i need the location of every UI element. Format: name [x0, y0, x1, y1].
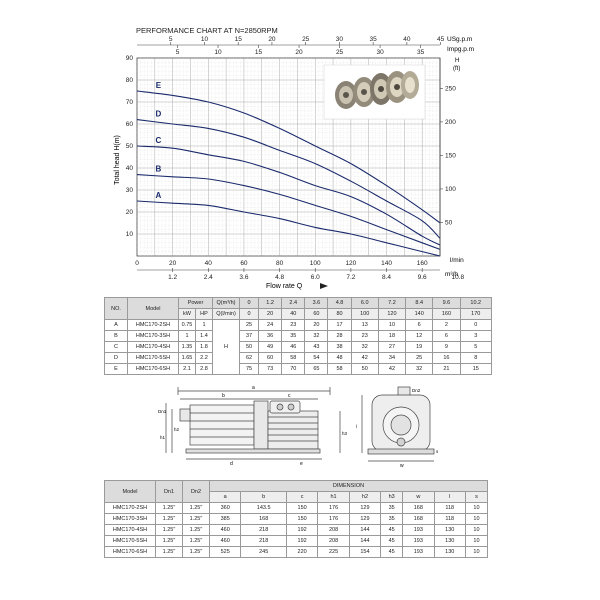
dim-value-cell: 45: [381, 547, 403, 558]
dim-value-cell: 129: [349, 503, 380, 514]
dim-col-header: h1: [318, 492, 349, 503]
y-tick-label: 90: [125, 55, 133, 63]
dim-label-c: c: [288, 393, 291, 399]
dim-value-cell: 385: [210, 514, 241, 525]
perf-table-row: [105, 320, 492, 331]
q-m3h-value: 2.4: [282, 298, 305, 309]
x-axis-label: Flow rate Q: [266, 283, 303, 290]
curve-label-b: B: [155, 164, 162, 174]
perf-head-value-cell: 65: [305, 364, 328, 375]
perf-h-label-cell: H: [213, 320, 240, 375]
dim-table-row: [105, 503, 488, 514]
perf-head-value-cell: 18: [378, 331, 405, 342]
hp-header: HP: [196, 309, 213, 320]
perf-head-value-cell: 28: [328, 331, 351, 342]
q-m3h-value: 9.6: [433, 298, 460, 309]
impgpm-unit-label: Impg.p.m: [447, 46, 475, 53]
curve-label-d: D: [155, 109, 162, 119]
m3h-tick-label: 3.6: [239, 274, 249, 281]
q-lmin-value: 60: [305, 309, 328, 320]
dim-dn1-cell: 1.25": [156, 503, 183, 514]
y-tick-label: 60: [125, 121, 133, 129]
m3h-tick-label: 1.2: [168, 274, 178, 281]
curve-label-a: A: [155, 191, 162, 200]
dim-value-cell: 144: [349, 536, 380, 547]
dim-model-cell: HMC170-5SH: [105, 536, 156, 547]
perf-table-row: [105, 342, 492, 353]
perf-head-value-cell: 21: [433, 364, 460, 375]
usgpm-tick-label: 20: [268, 36, 276, 43]
q-m3h-value: 10.2: [460, 298, 491, 309]
dim-value-cell: 130: [434, 536, 465, 547]
q-m3h-value: 8.4: [406, 298, 433, 309]
perf-head-value-cell: 23: [282, 320, 305, 331]
perf-head-value-cell: 25: [406, 353, 433, 364]
perf-head-value-cell: 8: [460, 353, 491, 364]
q-m3h-value: 6.0: [351, 298, 378, 309]
dim-dn1-cell: 1.25": [156, 536, 183, 547]
performance-chart: [0, 0, 600, 295]
perf-head-value-cell: 24: [259, 320, 282, 331]
perf-head-value-cell: 62: [240, 353, 259, 364]
m3h-tick-label: 9.6: [417, 274, 427, 281]
dim-col-header: s: [465, 492, 487, 503]
dim-value-cell: 129: [349, 514, 380, 525]
usgpm-tick-label: 10: [200, 36, 209, 43]
perf-kw-cell: 1.35: [179, 342, 196, 353]
dim-label-e: e: [300, 461, 303, 467]
perf-head-value-cell: 16: [433, 353, 460, 364]
y-tick-label: 10: [125, 231, 133, 239]
dim-value-cell: 144: [349, 525, 380, 536]
dim-value-cell: 193: [403, 547, 434, 558]
dim-value-cell: 45: [381, 536, 403, 547]
q-lmin-value: 0: [240, 309, 259, 320]
perf-no-cell: D: [105, 353, 128, 364]
m3h-unit-label: m³/h: [445, 271, 458, 278]
dim-value-cell: 130: [434, 525, 465, 536]
perf-head-value-cell: 0: [460, 320, 491, 331]
dim-label-dn2: Dn2: [412, 388, 421, 393]
perf-head-value-cell: 6: [406, 320, 433, 331]
dim-label-s: s: [436, 449, 439, 454]
dim-value-cell: 168: [241, 514, 287, 525]
dim-model-cell: HMC170-6SH: [105, 547, 156, 558]
ft-tick-label: 100: [445, 186, 456, 194]
curve-label-e: E: [155, 81, 162, 90]
dim-value-cell: 35: [381, 503, 403, 514]
dim-value-cell: 525: [210, 547, 241, 558]
dim-table-row: [105, 547, 488, 558]
ft-tick-label: 200: [445, 119, 456, 127]
x-tick-label: 40: [204, 260, 212, 267]
dim-col-header: h3: [381, 492, 403, 503]
perf-head-value-cell: 46: [282, 342, 305, 353]
dim-label-w: w: [400, 463, 404, 469]
dim-value-cell: 45: [381, 525, 403, 536]
y-tick-label: 80: [125, 77, 133, 85]
x-tick-label: 140: [381, 260, 392, 267]
dim-value-cell: 193: [403, 525, 434, 536]
dim-value-cell: 460: [210, 525, 241, 536]
dimension-table-body: [105, 503, 488, 558]
x-tick-label: 0: [135, 260, 139, 267]
dim-model-cell: HMC170-4SH: [105, 525, 156, 536]
perf-head-value-cell: 54: [305, 353, 328, 364]
dim-col-header: c: [286, 492, 317, 503]
dim-value-cell: 10: [465, 536, 487, 547]
perf-head-value-cell: 20: [305, 320, 328, 331]
perf-table-row: [105, 331, 492, 342]
pump-side-view: [166, 387, 340, 459]
m3h-tick-label: 7.2: [346, 274, 356, 281]
dim-value-cell: 245: [241, 547, 287, 558]
y-tick-label: 40: [125, 165, 133, 173]
perf-model-cell: HMC170-4SH: [128, 342, 179, 353]
dim-dn2-cell: 1.25": [183, 536, 210, 547]
x-axis-arrow-icon: [320, 283, 328, 289]
impgpm-tick-label: 35: [416, 49, 425, 56]
q-lmin-value: 40: [282, 309, 305, 320]
perf-no-cell: B: [105, 331, 128, 342]
dim-table-row: [105, 514, 488, 525]
x-tick-label: 120: [345, 260, 357, 267]
impgpm-tick-label: 20: [295, 49, 303, 56]
dim-dn2-cell: 1.25": [183, 547, 210, 558]
q-lmin-value: 170: [460, 309, 491, 320]
perf-kw-cell: 2.1: [179, 364, 196, 375]
chart-title: PERFORMANCE CHART AT N=2850RPM: [136, 26, 278, 35]
dim-value-cell: 154: [349, 547, 380, 558]
perf-head-value-cell: 13: [351, 320, 378, 331]
q-m3h-value: 0: [240, 298, 259, 309]
perf-kw-cell: 1.65: [179, 353, 196, 364]
perf-table-row: [105, 364, 492, 375]
perf-head-value-cell: 32: [406, 364, 433, 375]
perf-model-cell: HMC170-3SH: [128, 331, 179, 342]
q-lmin-value: 80: [328, 309, 351, 320]
perf-head-value-cell: 36: [259, 331, 282, 342]
dim-value-cell: 130: [434, 547, 465, 558]
dim-value-cell: 208: [318, 525, 349, 536]
ft-tick-label: 150: [445, 152, 456, 160]
perf-no-cell: A: [105, 320, 128, 331]
m3h-tick-label: 8.4: [382, 274, 392, 281]
perf-head-value-cell: 49: [259, 342, 282, 353]
q-m3h-label: Q(m³/h): [213, 298, 240, 309]
perf-head-value-cell: 35: [282, 331, 305, 342]
y-axis-label: Total head H(m): [114, 135, 121, 185]
perf-head-value-cell: 42: [378, 364, 405, 375]
dim-value-cell: 218: [241, 525, 287, 536]
perf-model-cell: HMC170-6SH: [128, 364, 179, 375]
dim-model-cell: HMC170-2SH: [105, 503, 156, 514]
dim-label-h2: h2: [174, 427, 180, 432]
perf-head-value-cell: 43: [305, 342, 328, 353]
perf-hp-cell: 2.2: [196, 353, 213, 364]
dim-col-header: h2: [349, 492, 380, 503]
perf-model-cell: HMC170-2SH: [128, 320, 179, 331]
perf-head-value-cell: 9: [433, 342, 460, 353]
performance-table-body: [105, 320, 492, 375]
dn1-header: Dn1: [156, 481, 183, 503]
y-tick-label: 50: [125, 143, 133, 151]
perf-head-value-cell: 38: [328, 342, 351, 353]
dim-value-cell: 10: [465, 547, 487, 558]
dim-value-cell: 35: [381, 514, 403, 525]
dim-model-header: Model: [105, 481, 156, 503]
m3h-tick-label: 10.8: [451, 274, 465, 281]
usgpm-tick-label: 15: [234, 36, 242, 43]
kw-header: kW: [179, 309, 196, 320]
x-tick-label: 160: [416, 260, 428, 267]
usgpm-unit-label: USg.p.m: [447, 36, 473, 43]
dim-value-cell: 360: [210, 503, 241, 514]
q-lmin-value: 120: [378, 309, 405, 320]
q-lmin-value: 20: [259, 309, 282, 320]
perf-head-value-cell: 2: [433, 320, 460, 331]
dim-table-row: [105, 525, 488, 536]
impgpm-tick-label: 15: [254, 49, 263, 56]
dim-dn1-cell: 1.25": [156, 514, 183, 525]
dim-col-header: a: [210, 492, 241, 503]
impgpm-tick-label: 5: [175, 49, 180, 56]
q-m3h-value: 7.2: [378, 298, 405, 309]
ft-tick-label: 50: [445, 219, 453, 227]
dim-value-cell: 168: [403, 503, 434, 514]
dim-table-row: [105, 536, 488, 547]
y-tick-label: 20: [125, 209, 133, 217]
perf-head-value-cell: 48: [328, 353, 351, 364]
perf-head-value-cell: 12: [406, 331, 433, 342]
perf-kw-cell: 0.75: [179, 320, 196, 331]
perf-head-value-cell: 19: [406, 342, 433, 353]
perf-head-value-cell: 32: [305, 331, 328, 342]
dim-col-header: w: [403, 492, 434, 503]
dim-value-cell: 208: [318, 536, 349, 547]
usgpm-tick-label: 25: [302, 36, 310, 43]
perf-head-value-cell: 10: [378, 320, 405, 331]
dim-value-cell: 150: [286, 514, 317, 525]
perf-hp-cell: 2.8: [196, 364, 213, 375]
dim-model-cell: HMC170-3SH: [105, 514, 156, 525]
perf-kw-cell: 1: [179, 331, 196, 342]
perf-head-value-cell: 15: [460, 364, 491, 375]
dim-value-cell: 10: [465, 525, 487, 536]
perf-head-value-cell: 17: [328, 320, 351, 331]
dim-value-cell: 192: [286, 536, 317, 547]
dim-label-a: a: [252, 385, 255, 391]
dim-dn1-cell: 1.25": [156, 525, 183, 536]
perf-head-value-cell: 37: [240, 331, 259, 342]
dim-value-cell: 143.5: [241, 503, 287, 514]
impgpm-tick-label: 10: [214, 49, 222, 56]
q-m3h-value: 3.6: [305, 298, 328, 309]
perf-no-cell: E: [105, 364, 128, 375]
perf-head-value-cell: 75: [240, 364, 259, 375]
dim-value-cell: 176: [318, 503, 349, 514]
dim-value-cell: 118: [434, 503, 465, 514]
m3h-tick-label: 2.4: [203, 274, 213, 281]
pump-dimension-drawing: [0, 383, 600, 473]
ft-unit-label-ft: (ft): [453, 66, 461, 72]
perf-head-value-cell: 27: [378, 342, 405, 353]
dim-dn2-cell: 1.25": [183, 514, 210, 525]
dim-dn2-cell: 1.25": [183, 503, 210, 514]
perf-head-value-cell: 60: [259, 353, 282, 364]
curve-label-c: C: [155, 136, 162, 145]
perf-head-value-cell: 25: [240, 320, 259, 331]
lmin-unit-label: l/min: [450, 257, 464, 264]
perf-head-value-cell: 50: [351, 364, 378, 375]
dim-value-cell: 118: [434, 514, 465, 525]
dim-label-h1: h1: [160, 435, 166, 440]
dim-value-cell: 150: [286, 503, 317, 514]
pump-front-view: [362, 387, 434, 461]
perf-head-value-cell: 32: [351, 342, 378, 353]
perf-head-value-cell: 6: [433, 331, 460, 342]
m3h-tick-label: 6.0: [310, 274, 320, 281]
dim-label-b: b: [222, 393, 225, 399]
dim-value-cell: 10: [465, 503, 487, 514]
q-lmin-value: 160: [433, 309, 460, 320]
perf-hp-cell: 1.8: [196, 342, 213, 353]
dim-dn1-cell: 1.25": [156, 547, 183, 558]
perf-head-value-cell: 50: [240, 342, 259, 353]
q-lmin-label: Q(l/min): [213, 309, 240, 320]
ft-unit-label-h: H: [455, 58, 460, 64]
power-header: Power: [179, 298, 213, 309]
y-tick-label: 30: [125, 187, 133, 195]
x-tick-label: 20: [169, 260, 177, 267]
dim-value-cell: 225: [318, 547, 349, 558]
dim-value-cell: 168: [403, 514, 434, 525]
dim-label-h3: h3: [342, 431, 348, 436]
no-header: NO.: [105, 298, 128, 320]
dim-col-header: b: [241, 492, 287, 503]
impgpm-tick-label: 30: [376, 49, 384, 56]
dim-label-d: d: [230, 461, 233, 467]
usgpm-tick-label: 5: [168, 36, 173, 43]
q-lmin-value: 140: [406, 309, 433, 320]
dim-col-header: l: [434, 492, 465, 503]
dimension-header: DIMENSION: [210, 481, 488, 492]
perf-model-cell: HMC170-5SH: [128, 353, 179, 364]
perf-head-value-cell: 58: [282, 353, 305, 364]
perf-head-value-cell: 73: [259, 364, 282, 375]
perf-hp-cell: 1: [196, 320, 213, 331]
y-tick-label: 70: [125, 99, 133, 107]
perf-head-value-cell: 34: [378, 353, 405, 364]
q-m3h-value: 4.8: [328, 298, 351, 309]
usgpm-tick-label: 30: [335, 36, 344, 43]
dim-value-cell: 218: [241, 536, 287, 547]
perf-head-value-cell: 23: [351, 331, 378, 342]
q-lmin-value: 100: [351, 309, 378, 320]
perf-head-value-cell: 58: [328, 364, 351, 375]
x-tick-label: 60: [240, 260, 248, 267]
perf-head-value-cell: 5: [460, 342, 491, 353]
performance-table: [104, 297, 492, 375]
q-m3h-value: 1.2: [259, 298, 282, 309]
usgpm-tick-label: 35: [369, 36, 377, 43]
dim-label-dn1: Dn1: [158, 409, 167, 414]
dim-dn2-cell: 1.25": [183, 525, 210, 536]
perf-head-value-cell: 42: [351, 353, 378, 364]
impeller-photo: [324, 65, 425, 119]
x-tick-label: 80: [275, 260, 284, 267]
dim-value-cell: 220: [286, 547, 317, 558]
perf-hp-cell: 1.4: [196, 331, 213, 342]
dim-value-cell: 10: [465, 514, 487, 525]
dim-value-cell: 193: [403, 536, 434, 547]
dimension-table: [104, 480, 488, 558]
dim-value-cell: 460: [210, 536, 241, 547]
m3h-tick-label: 4.8: [275, 274, 285, 281]
ft-tick-label: 250: [445, 85, 456, 93]
model-header: Model: [128, 298, 179, 320]
impgpm-tick-label: 25: [335, 49, 344, 56]
dim-label-l: l: [356, 424, 357, 429]
dim-value-cell: 176: [318, 514, 349, 525]
usgpm-tick-label: 45: [436, 36, 445, 43]
perf-no-cell: C: [105, 342, 128, 353]
perf-table-row: [105, 353, 492, 364]
dn2-header: Dn2: [183, 481, 210, 503]
x-tick-label: 100: [309, 260, 321, 267]
usgpm-tick-label: 40: [403, 36, 411, 43]
perf-head-value-cell: 3: [460, 331, 491, 342]
dim-value-cell: 192: [286, 525, 317, 536]
perf-head-value-cell: 70: [282, 364, 305, 375]
